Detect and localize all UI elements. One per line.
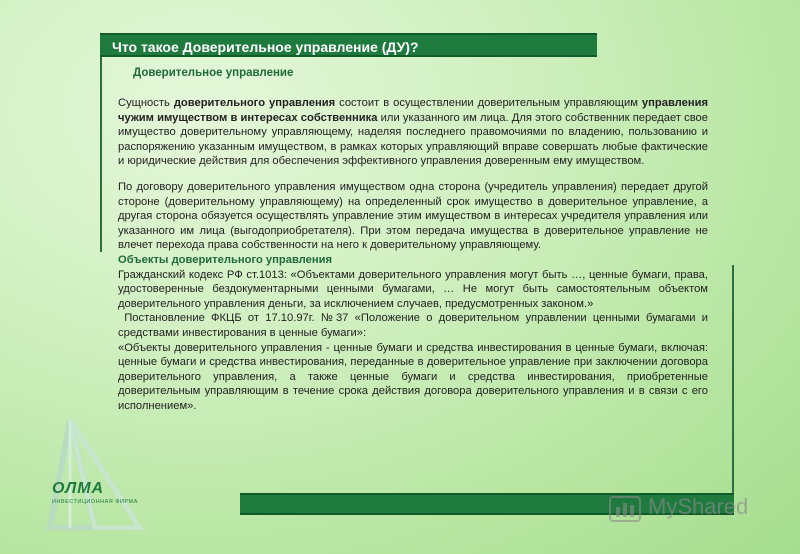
right-frame-line (732, 265, 734, 495)
paragraph-objects: «Объекты доверительного управления - ценные бумаги и средства инвестирования в ценные бумаги, включая: ценные бумаги и средства инвестирования, переданные в доверительное управление при заключении договора доверительного управления, а также ценные бумаги и средства инвестирования, приобретенные доверительным управляющим в течение срока действия договора доверительного управления и в связи с его исполнением». (118, 341, 708, 412)
logo-name: ОЛМА (52, 480, 105, 497)
paragraph-essence (118, 96, 708, 169)
watermark-text: MyShared (648, 494, 749, 519)
olma-logo-icon (40, 400, 150, 530)
bold-term: доверительного управления (173, 97, 336, 109)
paragraph-civil-code: Гражданский кодекс РФ ст.1013: «Объектами доверительного управления могут быть …, ценные бумаги, права, удостоверенные бездокументарными ценными бумагами, … Не могут быть самостоятельным объектом доверительного управления деньги, за исключением случаев, предусмотренных законом.» (118, 268, 708, 310)
bold-term: управления чужим имуществом в интересах собственника (118, 97, 709, 124)
subheading: Доверительное управление (133, 67, 294, 79)
section-title: Объекты доверительного управления (118, 253, 333, 266)
text-run: состоит в осуществлении доверительным управляющим (335, 97, 642, 109)
main-content (118, 96, 712, 413)
paragraph-contract: По договору доверительного управления имуществом одна сторона (учредитель управления) передает другой стороне (доверительному управляющему) на определенный срок имущество в доверительное управление, а другая сторона обязуется осуществлять управление этим имуществом в интересах учредителя управления или указанного им лица (выгодоприобретателя). При этом передача имущества в доверительное управление не влечет перехода права собственности на него к доверительному управляющему. (118, 180, 708, 252)
text-run: Сущность (118, 97, 174, 109)
left-frame-line (100, 57, 102, 252)
text-run: или указанного им лица. Для этого собственник передает свое имущество доверительному управляющему, наделяя последнего правомочиями по владению, пользованию и распоряжению указанным имуществом, в рамках которых управляющий вправе совершать любые фактические и юридические действия для обеспечения эффективного управления доверенным ему имуществом. (118, 111, 708, 168)
paragraph-fkcb: Постановление ФКЦБ от 17.10.97г. №37 «Положение о доверительном управлении ценными бумагами и средствами инвестирования в ценные бумаги»: (118, 312, 712, 339)
page-title-bar (100, 33, 597, 57)
logo-subtitle: ИНВЕСТИЦИОННАЯ ФИРМА (52, 499, 138, 505)
page-title: Что такое Доверительное управление (ДУ)? (112, 39, 419, 55)
